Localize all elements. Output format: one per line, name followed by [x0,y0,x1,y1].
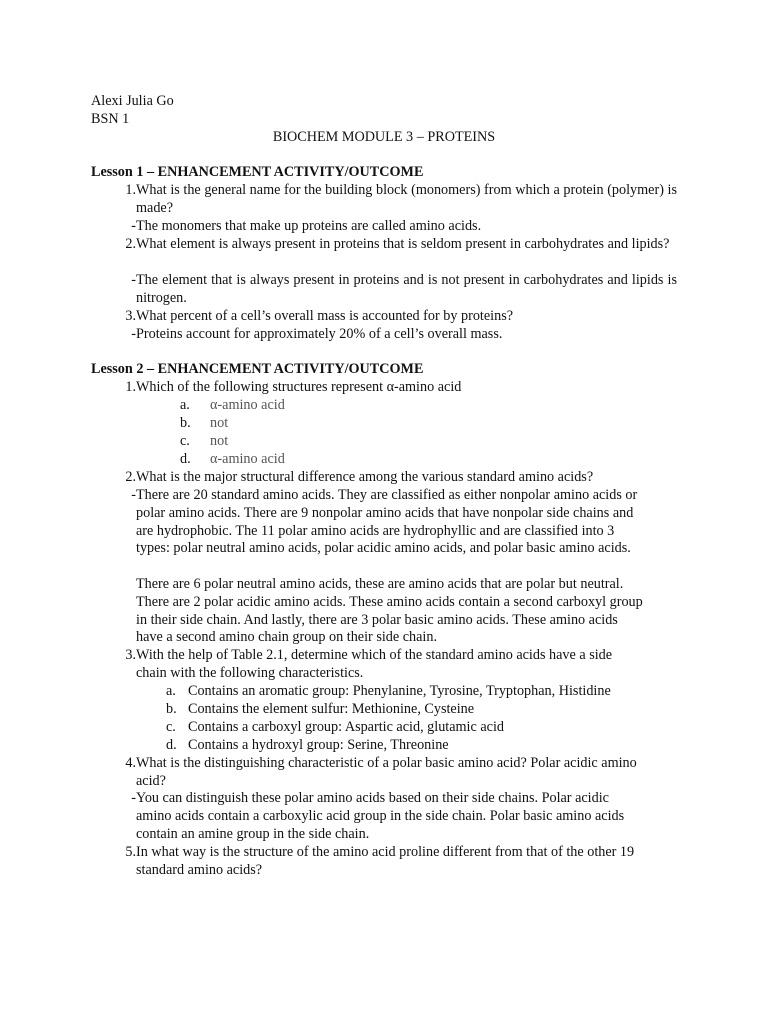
option-text: not [210,433,229,449]
item-marker: - [131,272,136,288]
option-marker: a. [166,683,176,699]
lesson1-heading: Lesson 1 – ENHANCEMENT ACTIVITY/OUTCOME [91,164,424,180]
item-text: In what way is the structure of the amino acid proline different from that of the other 19 [136,844,635,860]
option-text: not [210,415,229,431]
option-text: Contains the element sulfur: Methionine, Cysteine [188,701,475,717]
answer-line: You can distinguish these polar amino acids based on their side chains. Polar acidic [136,790,609,806]
item-text: chain with the following characteristics. [136,664,364,681]
item-marker: 1. [125,379,136,395]
item-text: acid? [136,772,166,789]
answer-line: have a second amino chain group on their side chain. [136,629,437,646]
student-section: BSN 1 [91,111,130,127]
item-text: The element that is always present in proteins and is not present in carbohydrates and lipids is nitrogen. [136,272,677,306]
option-item [136,701,474,719]
option-item [136,719,504,737]
answer-line: contain an amine group in the side chain. [136,825,370,842]
item-text: What is the distinguishing characteristic of a polar basic amino acid? Polar acidic amino [136,755,637,771]
item-marker: 5. [125,844,136,860]
item-marker: 4. [125,755,136,771]
option-marker: c. [180,433,190,449]
item-text: What is the general name for the building block (monomers) from which a protein (polymer) is made? [136,182,677,216]
option-text: α-amino acid [210,397,285,413]
option-marker: a. [180,397,190,413]
option-item [150,397,285,415]
option-item [150,451,285,469]
option-item [150,415,228,433]
option-text: α-amino acid [210,451,285,467]
option-text: Contains an aromatic group: Phenylanine, Tyrosine, Tryptophan, Histidine [188,683,611,699]
answer-line: types: polar neutral amino acids, polar acidic amino acids, and polar basic amino acids. [136,540,631,557]
item-marker: - [131,326,136,342]
answer-line: amino acids contain a carboxylic acid group in the side chain. Polar basic amino acids [136,807,625,824]
item-marker: - [131,487,136,503]
answer-line: are hydrophobic. The 11 polar amino acids are hydrophyllic and are classified into 3 [136,522,615,539]
item-text: With the help of Table 2.1, determine which of the standard amino acids have a side [136,647,613,663]
item-text: Which of the following structures represent α-amino acid [136,379,462,395]
item-marker: 3. [125,308,136,324]
answer-line: There are 6 polar neutral amino acids, these are amino acids that are polar but neutral. [136,575,624,592]
option-marker: b. [166,701,177,717]
document-title: BIOCHEM MODULE 3 – PROTEINS [272,129,496,145]
option-item [150,433,228,451]
option-item [136,737,449,755]
student-name: Alexi Julia Go [91,93,174,109]
option-marker: c. [166,719,176,735]
item-marker: 2. [125,236,136,252]
answer-line: polar amino acids. There are 9 nonpolar amino acids that have nonpolar side chains and [136,504,634,521]
item-text: Proteins account for approximately 20% of a cell’s overall mass. [136,326,503,342]
option-item [136,683,611,701]
item-marker: 3. [125,647,136,663]
answer-line: There are 20 standard amino acids. They are classified as either nonpolar amino acids or [136,487,638,503]
answer-line: in their side chain. And lastly, there are 3 polar basic amino acids. These amino acids [136,611,618,628]
item-text: What is the major structural difference among the various standard amino acids? [136,469,594,485]
lesson2-heading: Lesson 2 – ENHANCEMENT ACTIVITY/OUTCOME [91,361,424,377]
option-text: Contains a hydroxyl group: Serine, Threonine [188,737,449,753]
item-text: standard amino acids? [136,861,263,878]
item-text: What percent of a cell’s overall mass is accounted for by proteins? [136,308,514,324]
option-text: Contains a carboxyl group: Aspartic acid, glutamic acid [188,719,504,735]
answer-line: There are 2 polar acidic amino acids. These amino acids contain a second carboxyl group [136,593,643,610]
option-marker: d. [166,737,177,753]
option-marker: b. [180,415,191,431]
item-marker: 2. [125,469,136,485]
item-text: The monomers that make up proteins are called amino acids. [136,218,482,234]
item-text: What element is always present in proteins that is seldom present in carbohydrates and lipids? [136,236,670,252]
item-marker: - [131,790,136,806]
item-marker: - [131,218,136,234]
item-marker: 1. [125,182,136,198]
option-marker: d. [180,451,191,467]
